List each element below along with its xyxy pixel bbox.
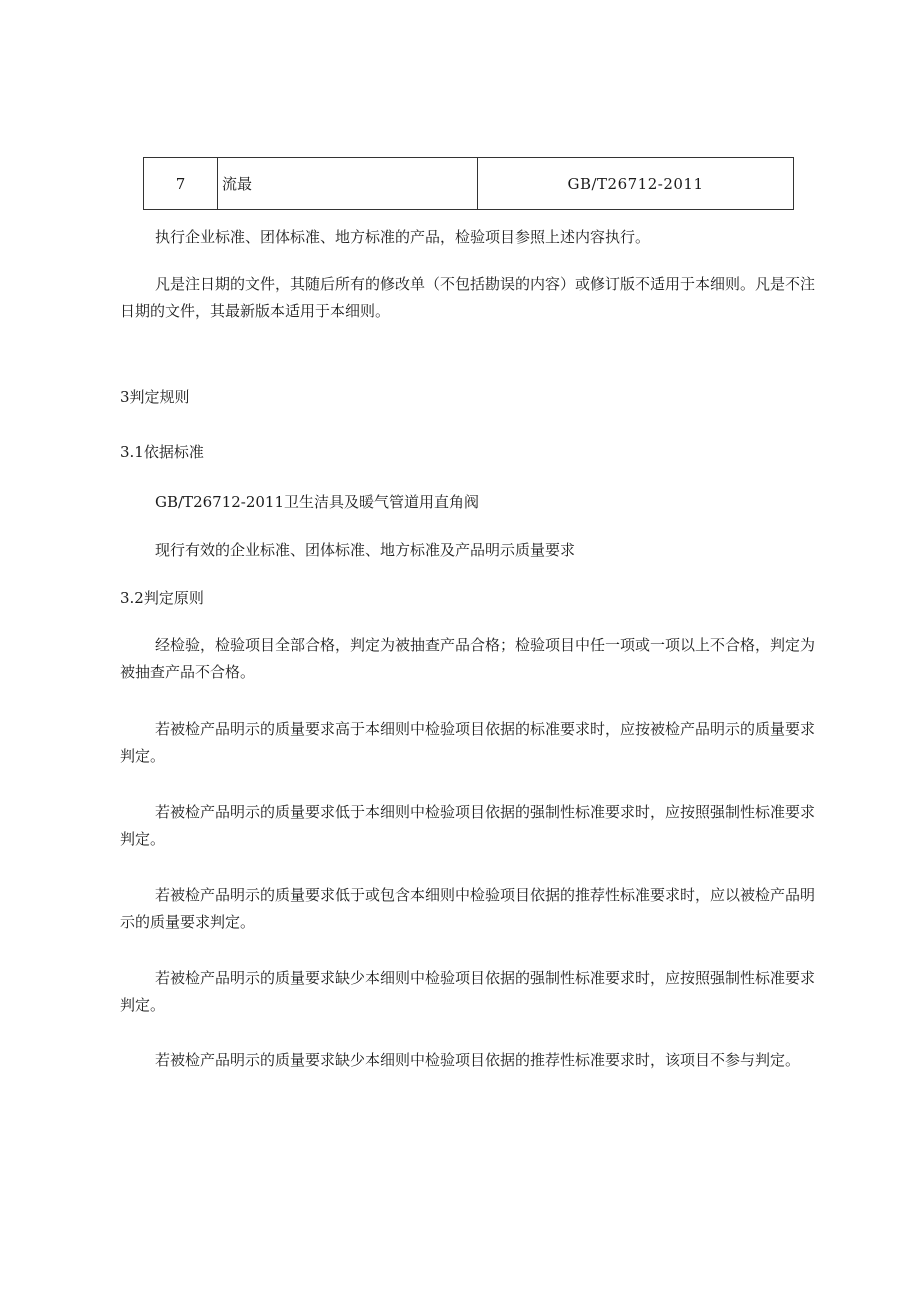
section-3-1-heading: 3.1依据标准 [120, 443, 204, 461]
date-note-paragraph: 凡是注日期的文件，其随后所有的修改单（不包括勘误的内容）或修订版不适用于本细则。凡是不注日期的文件，其最新版本适用于本细则。 [120, 275, 816, 320]
inspection-items-table [143, 157, 794, 210]
rule-paragraph-6: 若被检产品明示的质量要求缺少本细则中检验项目依据的推荐性标准要求时，该项目不参与判定。 [155, 1051, 801, 1069]
standard-cell: GB/T26712-2011 [478, 158, 794, 210]
item-name-cell: 流最 [218, 158, 478, 210]
table-row [144, 158, 794, 210]
standard-reference: GB/T26712-2011卫生洁具及暖气管道用直角阀 [155, 493, 480, 511]
section-3-heading: 3判定规则 [120, 388, 190, 406]
rule-paragraph-4: 若被检产品明示的质量要求低于或包含本细则中检验项目依据的推荐性标准要求时，应以被检产品明示的质量要求判定。 [120, 886, 816, 931]
rule-paragraph-3: 若被检产品明示的质量要求低于本细则中检验项目依据的强制性标准要求时，应按照强制性标准要求判定。 [120, 803, 816, 848]
item-number-cell: 7 [144, 158, 218, 210]
section-3-2-heading: 3.2判定原则 [120, 589, 204, 607]
other-standards-note: 现行有效的企业标准、团体标准、地方标准及产品明示质量要求 [155, 541, 576, 559]
rule-paragraph-1: 经检验，检验项目全部合格，判定为被抽查产品合格；检验项目中任一项或一项以上不合格，判定为被抽查产品不合格。 [120, 636, 816, 681]
rule-paragraph-5: 若被检产品明示的质量要求缺少本细则中检验项目依据的强制性标准要求时，应按照强制性标准要求判定。 [120, 969, 816, 1014]
exec-note-paragraph: 执行企业标准、团体标准、地方标准的产品，检验项目参照上述内容执行。 [155, 228, 651, 246]
rule-paragraph-2: 若被检产品明示的质量要求高于本细则中检验项目依据的标准要求时，应按被检产品明示的质量要求判定。 [120, 720, 816, 765]
